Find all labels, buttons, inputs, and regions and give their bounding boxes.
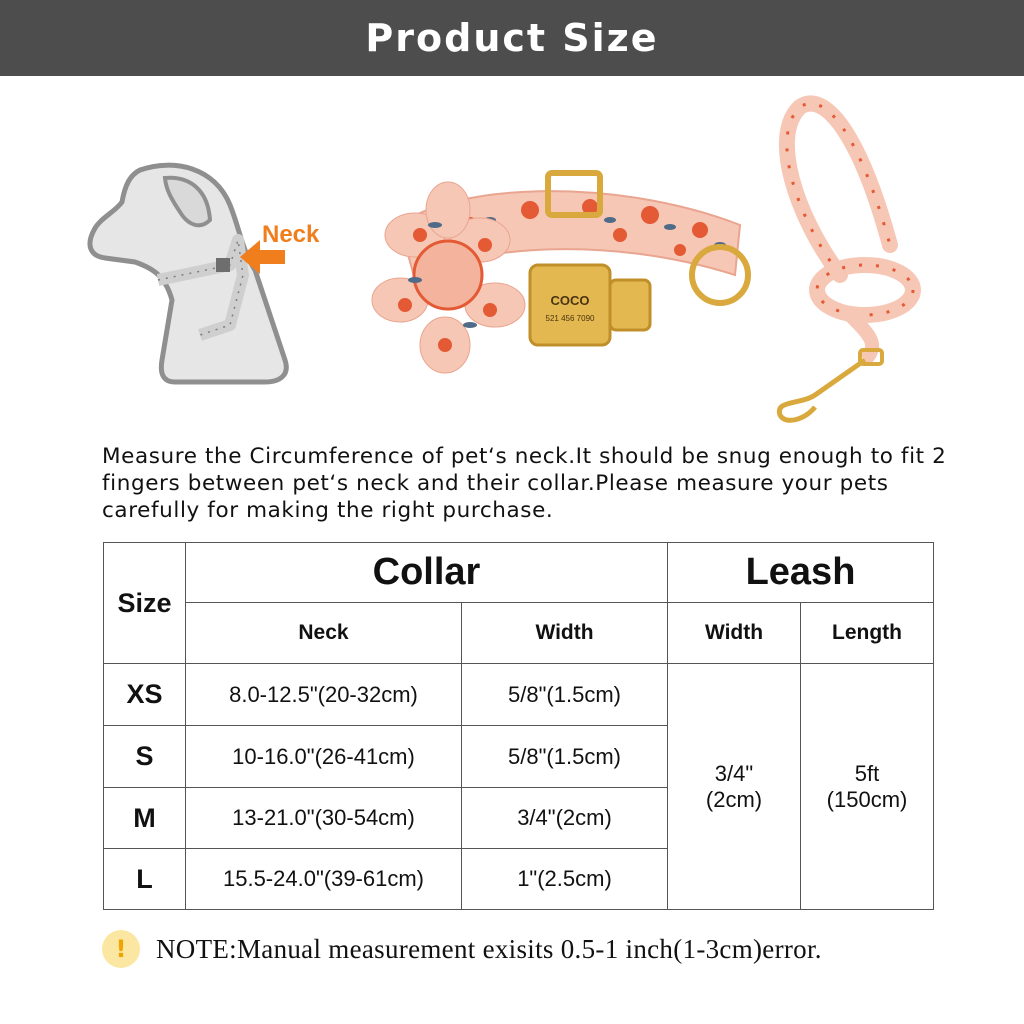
tape-buckle xyxy=(216,258,230,272)
leash-width-metric: (2cm) xyxy=(705,786,763,812)
dog-neck-measurement-illustration xyxy=(80,150,340,390)
width-cell: 3/4"(2cm) xyxy=(462,788,668,849)
leash-handle-loop xyxy=(787,104,890,275)
snap-hook xyxy=(779,360,865,420)
exclamation-icon: ! xyxy=(102,930,140,968)
neck-cell: 15.5-24.0"(39-61cm) xyxy=(186,849,462,910)
leash-length-metric: (150cm) xyxy=(826,786,908,812)
collar-width-header: Width xyxy=(462,603,668,664)
measurement-instructions: Measure the Circumference of pet‘s neck.It should be snug enough to fit 2 fingers between pet‘s neck and their collar.Please measure your pets carefully for making the right purchase. xyxy=(102,444,947,523)
page-title: Product Size xyxy=(365,16,659,60)
size-chart-table xyxy=(103,542,934,910)
size-cell: L xyxy=(104,849,186,910)
size-cell: XS xyxy=(104,664,186,726)
neck-cell: 13-21.0"(30-54cm) xyxy=(186,788,462,849)
width-cell: 5/8"(1.5cm) xyxy=(462,726,668,788)
floral-leash-illustration xyxy=(770,95,930,425)
neck-cell: 8.0-12.5"(20-32cm) xyxy=(186,664,462,726)
note-text: NOTE:Manual measurement exisits 0.5-1 inch(1-3cm)error. xyxy=(156,933,822,964)
leash-length-value: 5ft xyxy=(854,760,880,786)
tag-name: COCO xyxy=(550,293,590,308)
size-cell: M xyxy=(104,788,186,849)
collar-neck-header: Neck xyxy=(186,603,462,664)
leash-length-header: Length xyxy=(801,603,934,664)
leash-coil xyxy=(817,265,913,315)
leash-width-cell xyxy=(668,664,801,910)
leash-width-value: 3/4" xyxy=(714,760,754,786)
size-cell: S xyxy=(104,726,186,788)
width-cell: 1"(2.5cm) xyxy=(462,849,668,910)
leash-length-cell xyxy=(801,664,934,910)
tag-phone: 521 456 7090 xyxy=(545,314,595,323)
header-bar xyxy=(0,0,1024,76)
collar-header: Collar xyxy=(186,543,668,603)
leash-header: Leash xyxy=(668,543,934,603)
leash-width-header: Width xyxy=(668,603,801,664)
table-row xyxy=(104,664,934,726)
neck-label: Neck xyxy=(262,221,320,248)
note-line xyxy=(102,930,822,968)
floral-collar-illustration xyxy=(360,165,780,385)
width-cell: 5/8"(1.5cm) xyxy=(462,664,668,726)
neck-cell: 10-16.0"(26-41cm) xyxy=(186,726,462,788)
size-header: Size xyxy=(104,543,186,664)
